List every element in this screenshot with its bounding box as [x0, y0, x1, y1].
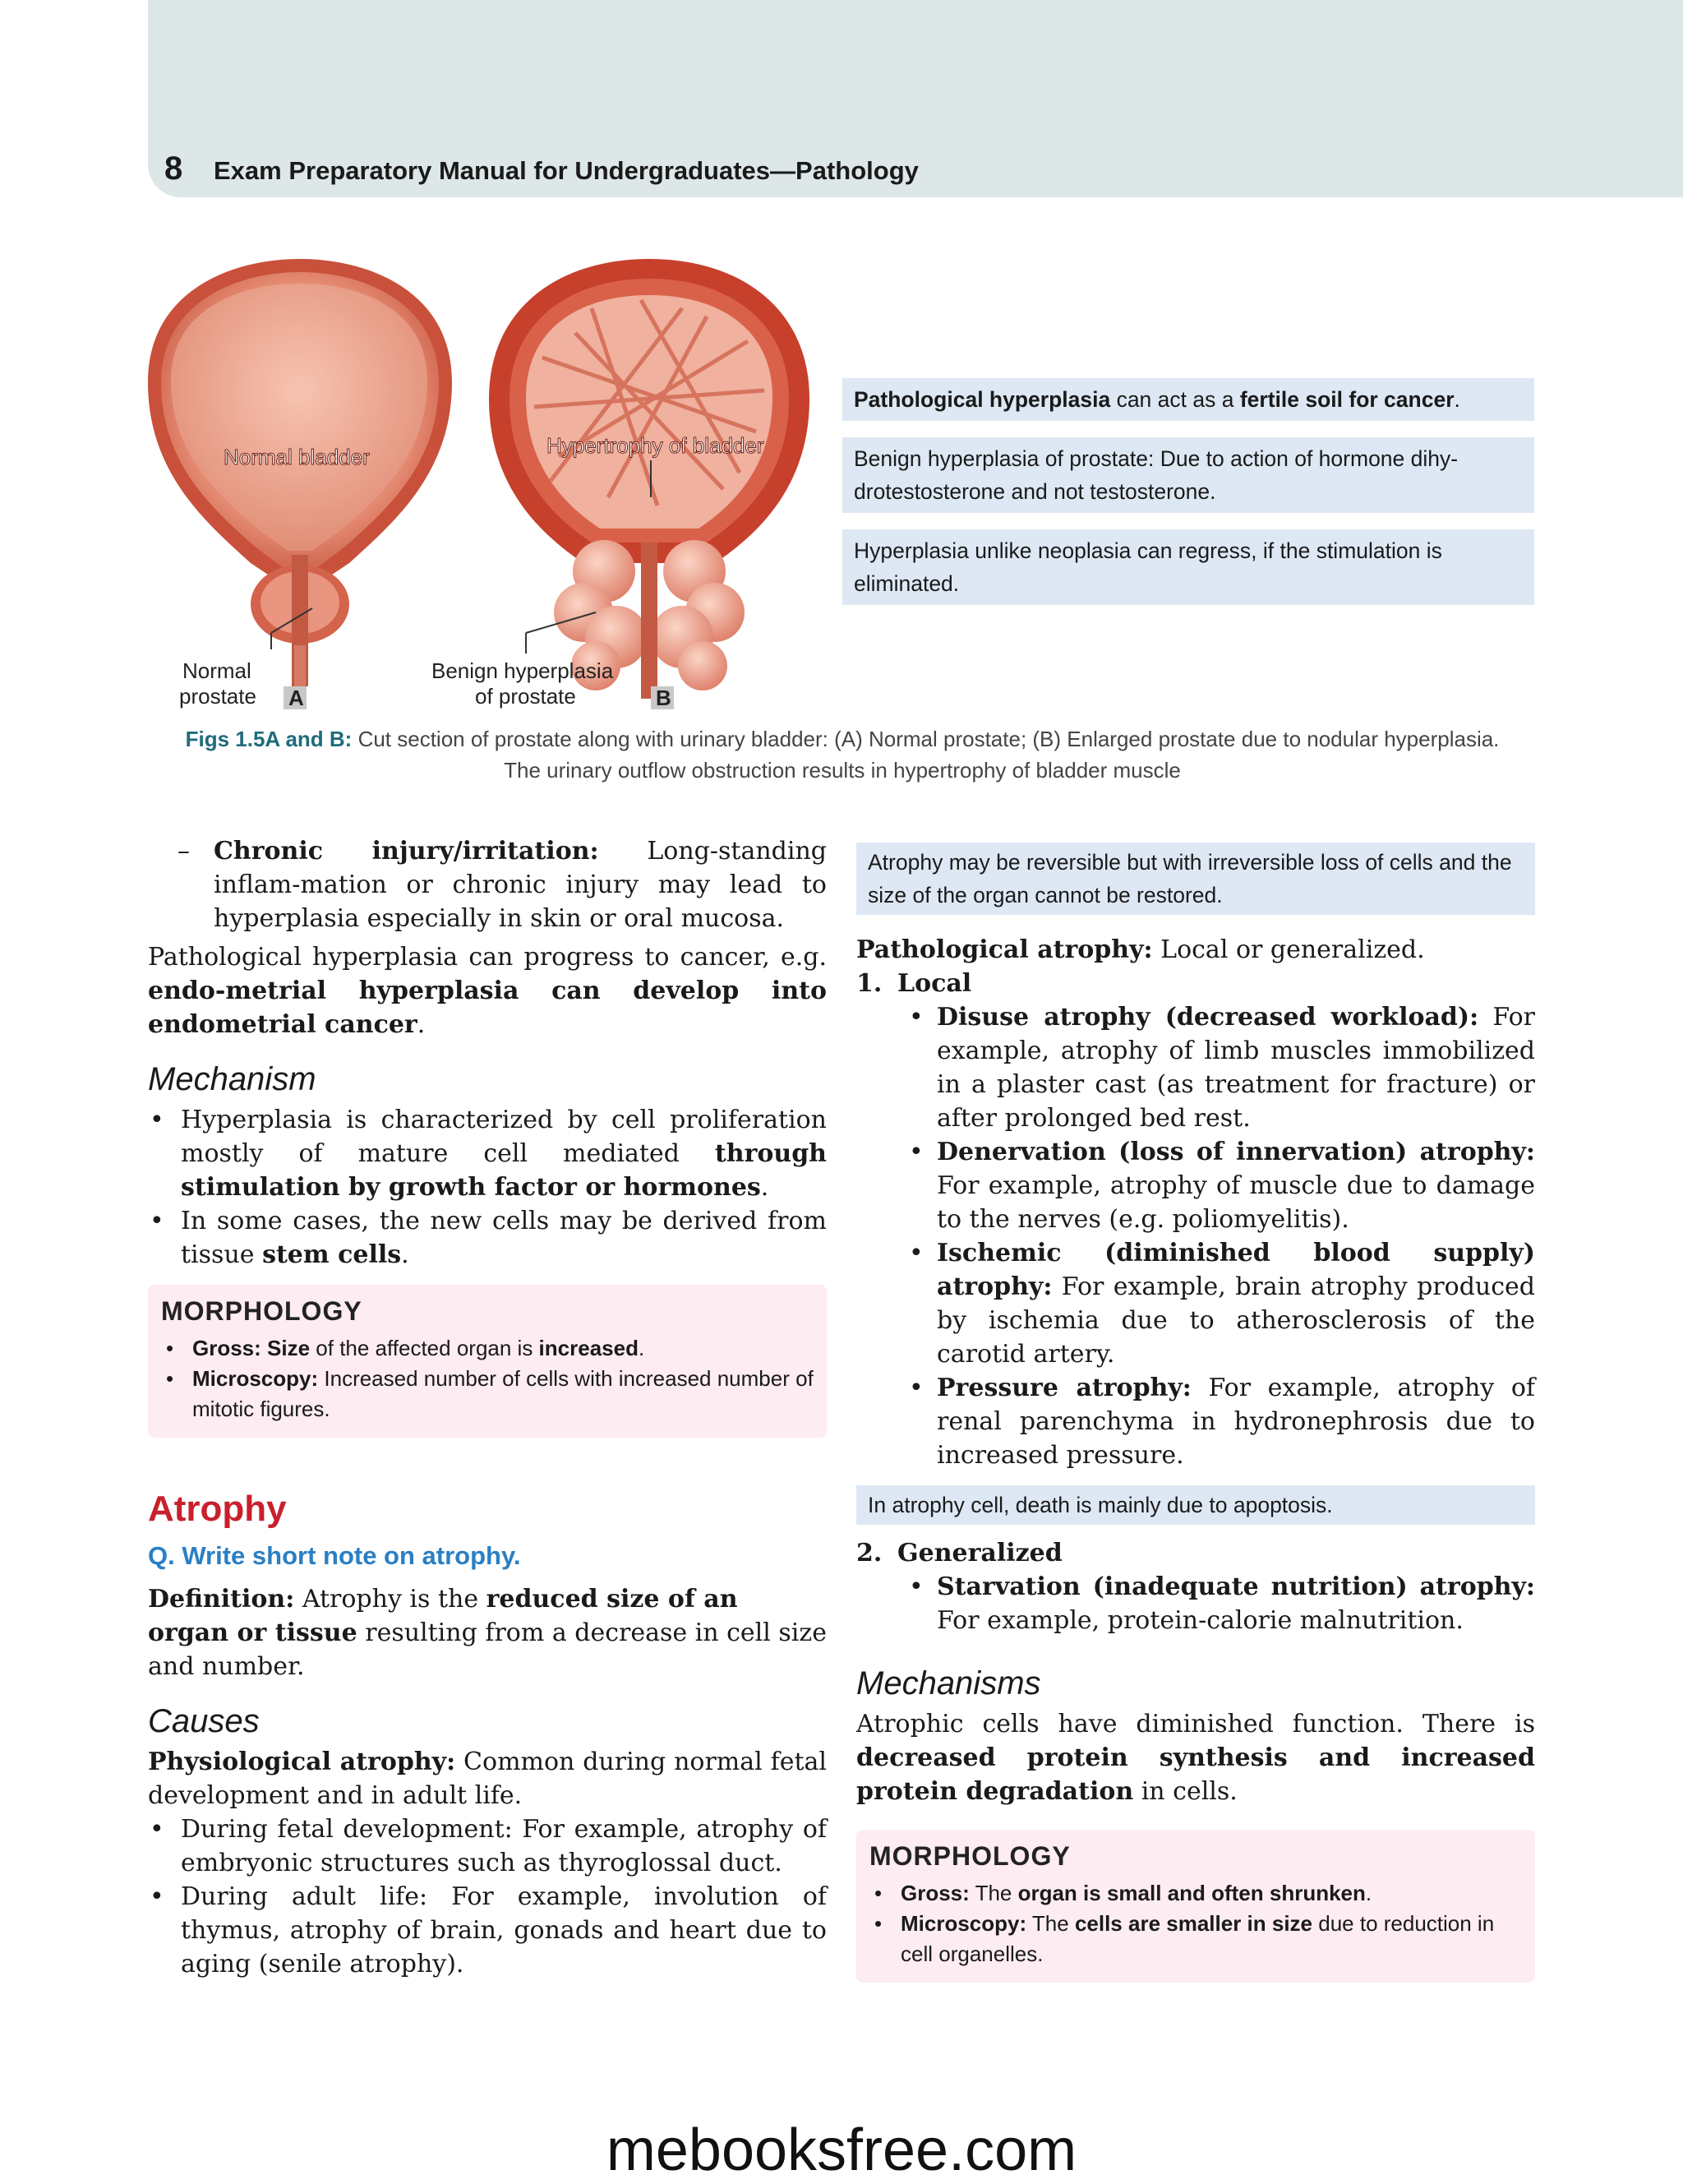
term-bold: Pressure atrophy:	[937, 1374, 1192, 1402]
panel-label-b: B	[656, 686, 671, 710]
list-item	[148, 1204, 827, 1272]
list-item	[161, 1364, 814, 1424]
body-text: For example, atrophy of limb muscles immobilized in a plaster cast (as treatment for fracture) or after prolonged bed rest.	[937, 1003, 1535, 1133]
list-item	[904, 1000, 1535, 1135]
definition-paragraph	[148, 1582, 827, 1683]
list-item	[148, 1103, 827, 1204]
generalized-heading	[856, 1536, 1535, 1570]
list-item	[904, 1570, 1535, 1637]
page-number: 8	[164, 150, 183, 187]
body-text: resulting from a decrease in cell size and number.	[148, 1618, 827, 1681]
watermark: mebooksfree.com	[606, 2117, 1077, 2183]
morphology-box-hyperplasia	[148, 1285, 827, 1438]
body-bold: Microscopy:	[901, 1911, 1027, 1936]
list-item: • During fetal development: For example, atrophy of embryonic structures such as thyroglossal duct.	[148, 1812, 827, 1880]
body-bold: cells are smaller in size	[1074, 1911, 1313, 1936]
note-benign-prostate: Benign hyperplasia of prostate: Due to action of hormone dihy-drotestosterone and not testosterone.	[842, 437, 1534, 513]
body-text: Atrophic cells have diminished function. There is	[856, 1710, 1535, 1738]
list-label: Local	[897, 969, 972, 998]
pathological-atrophy-paragraph	[856, 933, 1535, 967]
body-text: .	[401, 1240, 409, 1269]
body-text: .	[638, 1336, 645, 1360]
note-reversible: Atrophy may be reversible but with irreversible loss of cells and the size of the organ cannot be restored.	[856, 843, 1535, 915]
panel-label-a: A	[288, 686, 304, 710]
term-bold: Physiological atrophy:	[148, 1748, 456, 1776]
label-hypertrophy: Hypertrophy of bladder	[546, 433, 764, 458]
body-bold: stem cells	[262, 1240, 402, 1269]
body-text: Long-standing inflam-mation or chronic injury may lead to hyperplasia especially in skin or oral mucosa.	[214, 837, 827, 933]
body-text: of the affected organ is	[310, 1336, 539, 1360]
body-text: Increased number of cells with increased number of mitotic figures.	[192, 1366, 814, 1421]
body-text: For example, brain atrophy produced by ischemia due to atherosclerosis of the carotid artery.	[937, 1272, 1535, 1369]
label-normal-prostate-2: prostate	[179, 684, 256, 709]
list-label: Generalized	[897, 1539, 1063, 1568]
pathological-hyperplasia-paragraph	[148, 940, 827, 1041]
term-bold: Starvation (inadequate nutrition) atrophy:	[937, 1572, 1535, 1601]
chronic-injury-item	[148, 834, 827, 935]
note-bold-text: fertile soil for cancer	[1239, 387, 1455, 412]
running-title: Exam Preparatory Manual for Undergraduates—Pathology	[214, 156, 919, 185]
body-text: Hyperplasia is characterized by cell proliferation mostly of mature cell mediated	[181, 1106, 827, 1168]
body-text: Pathological hyperplasia can progress to cancer, e.g.	[148, 943, 827, 972]
note-text: .	[1454, 387, 1460, 412]
body-text: .	[1365, 1881, 1372, 1905]
body-text: For example, atrophy of renal parenchyma in hydronephrosis due to increased pressure.	[937, 1374, 1535, 1470]
body-text: Common during normal fetal development and in adult life.	[148, 1748, 828, 1810]
term-bold: Denervation (loss of innervation) atrophy:	[937, 1138, 1535, 1166]
left-column	[148, 834, 827, 1981]
hypertrophic-bladder-drawing	[489, 259, 809, 699]
note-regress: Hyperplasia unlike neoplasia can regress, if the stimulation is eliminated.	[842, 529, 1534, 605]
figure-illustration	[148, 259, 822, 719]
term-bold: Pathological atrophy:	[856, 935, 1153, 964]
body-bold: Gross: Size	[192, 1336, 311, 1360]
list-item	[904, 1371, 1535, 1472]
note-fertile-soil	[842, 378, 1534, 421]
body-text: Local or generalized.	[1152, 935, 1425, 964]
morphology-box-atrophy	[856, 1830, 1535, 1983]
list-item	[161, 1333, 814, 1364]
label-normal-bladder: Normal bladder	[224, 445, 370, 469]
causes-list	[148, 1812, 827, 1981]
right-column	[856, 843, 1535, 1983]
mechanisms-paragraph	[856, 1707, 1535, 1808]
body-text: .	[760, 1173, 769, 1202]
body-bold: increased	[538, 1336, 639, 1360]
mechanism-heading: Mechanism	[148, 1061, 316, 1097]
body-bold: organ is small and often shrunken	[1017, 1881, 1366, 1905]
body-bold: through stimulation by growth factor or hormones	[181, 1139, 827, 1202]
body-bold: reduced size of an organ or tissue	[148, 1585, 738, 1647]
caption-label: Figs 1.5A and B:	[185, 727, 353, 751]
note-apoptosis: In atrophy cell, death is mainly due to apoptosis.	[856, 1485, 1535, 1525]
body-text: due to reduction in cell organelles.	[901, 1911, 1495, 1966]
body-bold: Microscopy:	[192, 1366, 319, 1391]
local-heading	[856, 967, 1535, 1000]
body-text: For example, protein-calorie malnutrition.	[937, 1606, 1464, 1635]
list-number: 1.	[856, 969, 883, 998]
body-text: The	[1026, 1911, 1075, 1936]
body-bold: endo-metrial hyperplasia can develop into endometrial cancer	[148, 977, 827, 1039]
generalized-atrophy-list	[856, 1570, 1535, 1637]
caption-text: Cut section of prostate along with urinary bladder: (A) Normal prostate; (B) Enlarged prostate due to nodular hyperplasia.	[357, 727, 1500, 751]
question-heading: Q. Write short note on atrophy.	[148, 1541, 521, 1570]
term-bold: Definition:	[148, 1585, 295, 1614]
list-number: 2.	[856, 1539, 883, 1568]
caption-text-line2: The urinary outflow obstruction results in hypertrophy of bladder muscle	[504, 758, 1181, 783]
body-text: In some cases, the new cells may be derived from tissue	[181, 1207, 827, 1269]
mechanism-list	[148, 1103, 827, 1272]
normal-bladder-drawing	[148, 259, 452, 695]
body-text: For example, atrophy of muscle due to damage to the nerves (e.g. poliomyelitis).	[937, 1171, 1535, 1234]
term-bold: Ischemic (diminished blood supply) atrophy:	[937, 1239, 1535, 1301]
note-bold-text: Pathological hyperplasia	[854, 387, 1111, 412]
figure-caption	[148, 723, 1537, 786]
causes-heading: Causes	[148, 1703, 260, 1739]
list-item	[904, 1236, 1535, 1371]
term-bold: Disuse atrophy (decreased workload):	[937, 1003, 1479, 1032]
local-atrophy-list	[856, 1000, 1535, 1472]
dash-marker: –	[178, 837, 190, 866]
morphology-title: MORPHOLOGY	[869, 1841, 1071, 1871]
note-text: can act as a	[1110, 387, 1240, 412]
body-text: in cells.	[1133, 1777, 1238, 1806]
body-bold: decreased protein synthesis and increased protein degradation	[856, 1743, 1535, 1806]
label-benign-2: of prostate	[475, 684, 576, 709]
figure-prostate-bladder	[148, 259, 822, 719]
physiological-atrophy-paragraph	[148, 1745, 827, 1812]
label-benign-1: Benign hyperplasia	[431, 658, 614, 683]
list-item	[869, 1909, 1522, 1969]
list-item	[904, 1135, 1535, 1236]
term-bold: Chronic injury/irritation:	[214, 837, 599, 866]
figure-side-notes	[842, 378, 1534, 621]
body-text: .	[417, 1010, 426, 1039]
body-text: Atrophy is the	[294, 1585, 486, 1614]
body-bold: Gross:	[901, 1881, 970, 1905]
list-item: • During adult life: For example, involution of thymus, atrophy of brain, gonads and heart due to aging (senile atrophy).	[148, 1880, 827, 1981]
mechanisms-heading: Mechanisms	[856, 1665, 1041, 1701]
atrophy-heading: Atrophy	[148, 1489, 287, 1529]
morphology-title: MORPHOLOGY	[161, 1296, 362, 1326]
label-normal-prostate-1: Normal	[182, 658, 251, 683]
body-text: The	[969, 1881, 1018, 1905]
list-item	[869, 1878, 1522, 1909]
